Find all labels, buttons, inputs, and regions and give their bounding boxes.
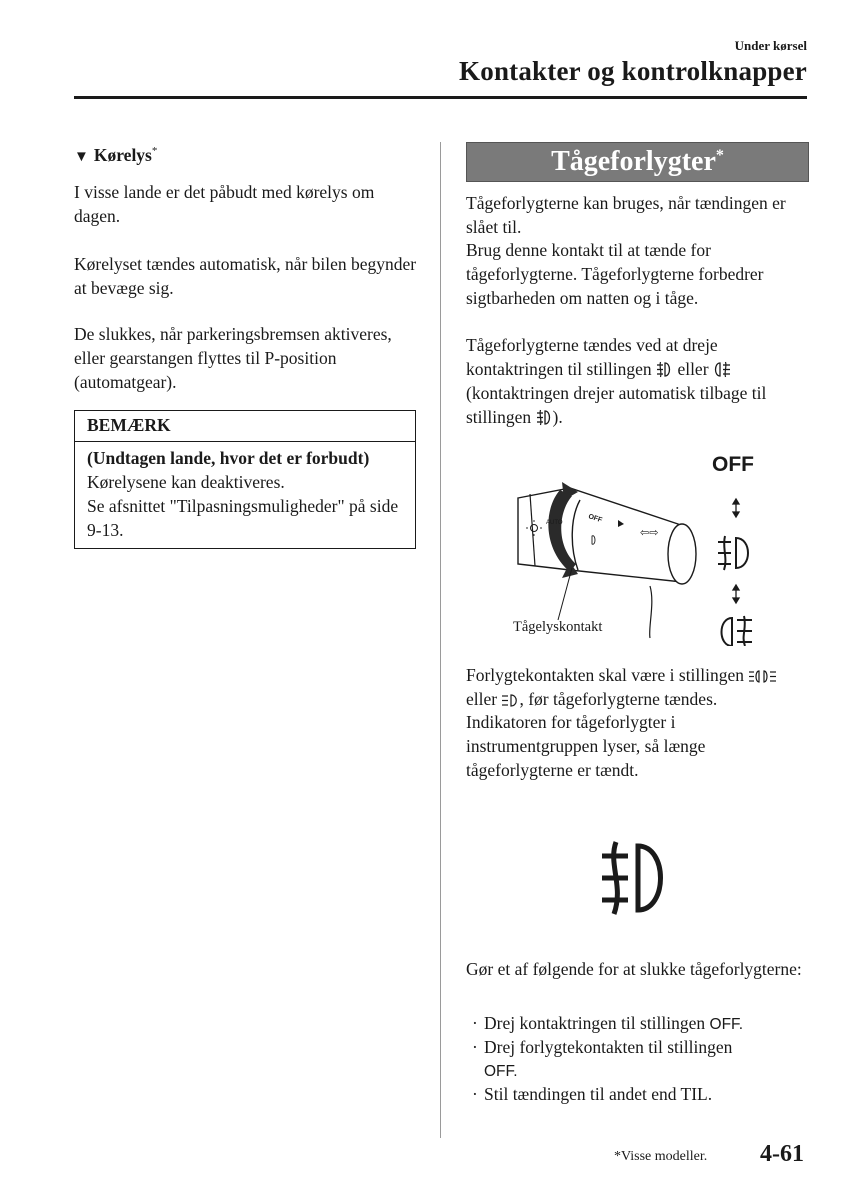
page-title: Kontakter og kontrolknapper xyxy=(459,56,807,86)
paragraph-fog-2: Brug denne kontakt til at tænde for tågeforlygterne. Tågeforlygterne forbedrer sigtbarheden om natten og i tåge. xyxy=(466,240,764,308)
list-item-text: Drej forlygtekontakten til stillingen xyxy=(484,1037,733,1057)
list-item-off: OFF. xyxy=(709,1016,744,1033)
front-fog-light-icon xyxy=(718,536,748,570)
note-box xyxy=(74,410,416,549)
up-down-arrow-icon xyxy=(733,585,739,603)
footnote: *Visse modeller. xyxy=(614,1149,708,1164)
rear-fog-light-icon xyxy=(722,616,753,646)
footnote-marker: * xyxy=(151,145,158,158)
front-fog-light-icon xyxy=(656,361,673,378)
paragraph-korelys-2: Kørelyset tændes automatisk, når bilen begynder at bevæge sig. xyxy=(74,254,417,298)
parking-light-icon xyxy=(748,669,778,684)
stalk-auto-text: AUTO xyxy=(546,520,563,526)
list-item xyxy=(466,1012,811,1036)
bullet-dot: · xyxy=(472,1084,478,1104)
note-bold-text: (Undtagen lande, hvor det er forbudt) xyxy=(87,448,370,468)
note-line-1: Kørelysene kan deaktiveres. xyxy=(87,472,285,492)
stalk-body xyxy=(518,488,693,582)
rear-fog-light-icon xyxy=(713,361,731,378)
fog-4-text-c: , før tågeforlygterne tændes. xyxy=(519,689,718,709)
up-down-arrow-icon xyxy=(733,499,739,517)
stalk-end-cap xyxy=(668,524,696,584)
page-number: 4-61 xyxy=(760,1141,804,1167)
headlight-icon xyxy=(501,693,519,708)
heading-text: Kørelys xyxy=(93,145,152,165)
note-title: BEMÆRK xyxy=(75,411,415,442)
list-item xyxy=(466,1036,811,1083)
stalk-off-text: OFF xyxy=(587,513,603,525)
paragraph-korelys-3: De slukkes, når parkeringsbremsen aktiveres, eller gearstangen flyttes til P-position (automatgear). xyxy=(74,324,392,392)
off-position-label: OFF xyxy=(712,453,754,476)
off-steps-list xyxy=(466,1012,811,1106)
list-item-text: Drej kontaktringen til stillingen xyxy=(484,1013,706,1033)
bullet-dot: · xyxy=(472,1013,478,1033)
note-line-2: Se afsnittet "Tilpasningsmuligheder" på side 9-13. xyxy=(87,496,399,540)
list-item xyxy=(466,1083,811,1106)
fog-switch-label: Tågelyskontakt xyxy=(513,619,603,635)
fog-4-text-b: eller xyxy=(466,689,498,709)
fog-3-text-d: ). xyxy=(552,407,563,427)
fog-3-text-b: eller xyxy=(677,359,709,379)
paragraph-fog-3 xyxy=(466,333,811,429)
paragraph-fog-1: Tågeforlygterne kan bruges, når tændingen er slået til. xyxy=(466,193,786,237)
stalk-stem xyxy=(650,586,652,638)
section-banner-fog-lights xyxy=(466,142,809,182)
list-item-off: OFF. xyxy=(484,1063,518,1080)
triangle-bullet-icon: ▼ xyxy=(74,149,89,165)
column-divider xyxy=(440,142,441,1138)
bullet-dot: · xyxy=(472,1037,478,1057)
paragraph-fog-4 xyxy=(466,663,811,711)
paragraph-korelys-1: I visse lande er det påbudt med kørelys om dagen. xyxy=(74,182,375,226)
banner-footnote-marker: * xyxy=(715,147,724,164)
paragraph-fog-5: Indikatoren for tågeforlygter i instrumentgruppen lyser, så længe tågeforlygterne er tændt. xyxy=(466,712,706,780)
fog-light-indicator-icon xyxy=(598,838,672,918)
banner-text: Tågeforlygter xyxy=(551,146,716,177)
fog-3-text-a: Tågeforlygterne tændes ved at dreje kontaktringen til stillingen xyxy=(466,335,718,379)
note-body xyxy=(75,442,415,548)
small-parking-light-icon: ⇦⇨ xyxy=(640,526,659,539)
title-rule xyxy=(74,96,807,99)
fog-3-text-c: (kontaktringen drejer automatisk tilbage til stillingen xyxy=(466,383,767,427)
fog-4-text-a: Forlygtekontakten skal være i stillingen xyxy=(466,665,745,685)
section-heading-korelys xyxy=(74,145,157,166)
front-fog-light-icon xyxy=(536,409,553,426)
paragraph-fog-6: Gør et af følgende for at slukke tågeforlygterne: xyxy=(466,959,802,979)
list-item-text: Stil tændingen til andet end TIL. xyxy=(484,1084,713,1104)
section-label: Under kørsel xyxy=(734,38,807,53)
